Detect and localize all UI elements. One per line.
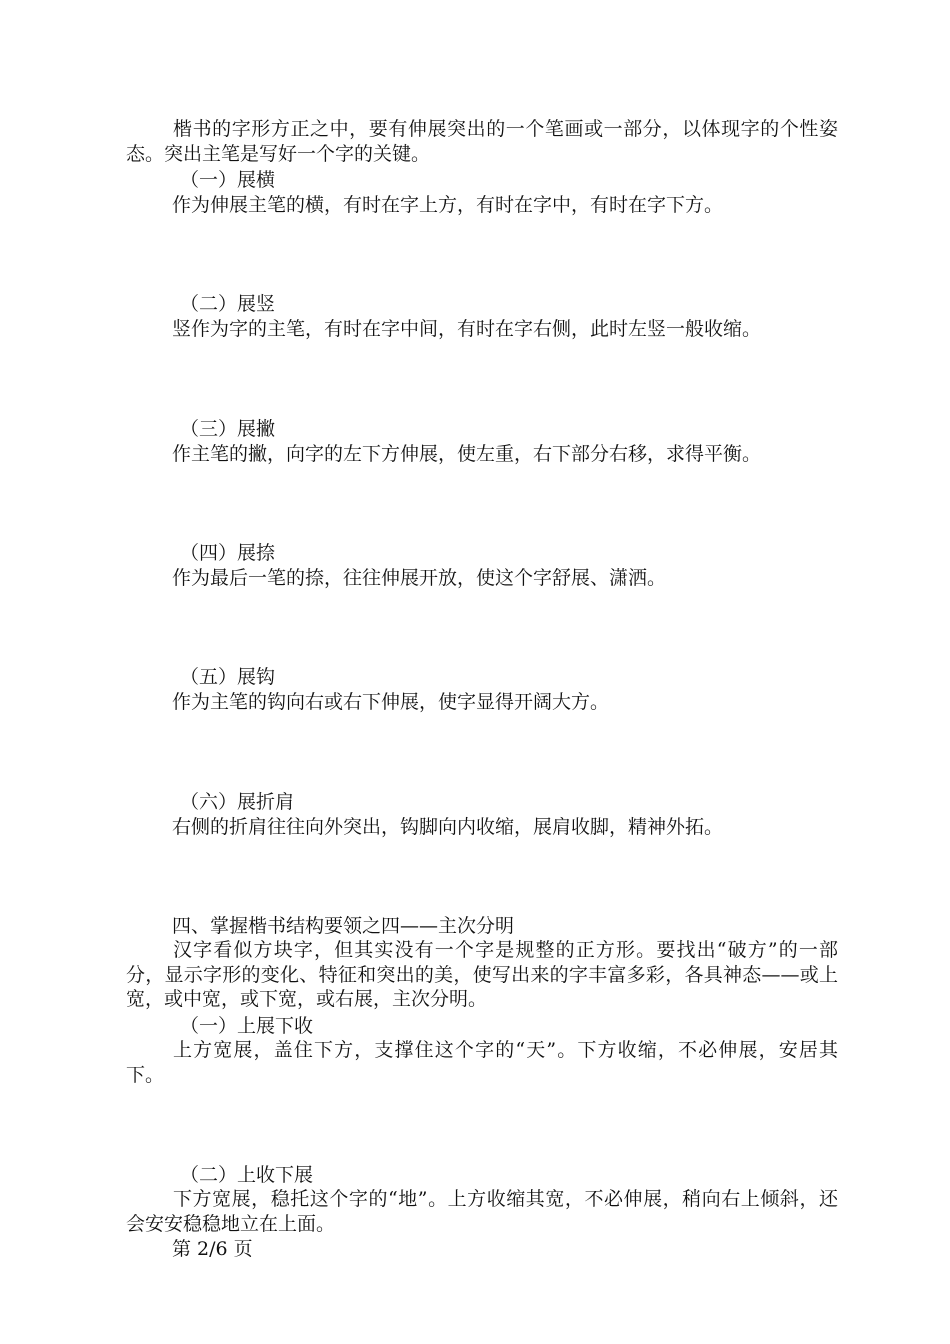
item-heading: （二）展竖 <box>180 293 276 315</box>
item-text: 作为伸展主笔的横，有时在字上方，有时在字中，有时在字下方。 <box>172 194 724 216</box>
item-text: 作为最后一笔的捺，往往伸展开放，使这个字舒展、潇洒。 <box>172 567 667 589</box>
item-heading: （一）展横 <box>180 169 276 191</box>
sub-heading: （一）上展下收 <box>180 1015 314 1037</box>
item-heading: （三）展撇 <box>180 418 276 440</box>
item-text: 作为主笔的钩向右或右下伸展，使字显得开阔大方。 <box>172 691 610 713</box>
page-number: 第 2/6 页 <box>172 1238 253 1260</box>
item-text: 竖作为字的主笔，有时在字中间，有时在字右侧，此时左竖一般收缩。 <box>172 318 762 340</box>
item-heading: （六）展折肩 <box>180 791 295 813</box>
item-text: 右侧的折肩往往向外突出，钩脚向内收缩，展肩收脚，精神外拓。 <box>172 816 724 838</box>
item-heading: （五）展钩 <box>180 666 276 688</box>
item-text: 作主笔的撇，向字的左下方伸展，使左重，右下部分右移，求得平衡。 <box>172 443 762 465</box>
section-paragraph: 汉字看似方块字，但其实没有一个字是规整的正方形。要找出“破方”的一部分，显示字形的变化、特征和突出的美，使写出来的字丰富多彩，各具神态——或上宽，或中宽，或下宽，或右展，主次分明。 <box>126 939 838 1010</box>
sub-heading: （二）上收下展 <box>180 1164 314 1186</box>
section-title: 四、掌握楷书结构要领之四——主次分明 <box>172 915 515 937</box>
sub-paragraph: 上方宽展，盖住下方，支撑住这个字的“天”。下方收缩，不必伸展，安居其下。 <box>126 1039 838 1086</box>
intro-paragraph: 楷书的字形方正之中，要有伸展突出的一个笔画或一部分，以体现字的个性姿态。突出主笔是写好一个字的关键。 <box>126 118 838 165</box>
sub-paragraph: 下方宽展，稳托这个字的“地”。上方收缩其宽，不必伸展，稍向右上倾斜，还会安安稳稳地立在上面。 <box>126 1188 838 1235</box>
item-heading: （四）展捺 <box>180 542 276 564</box>
